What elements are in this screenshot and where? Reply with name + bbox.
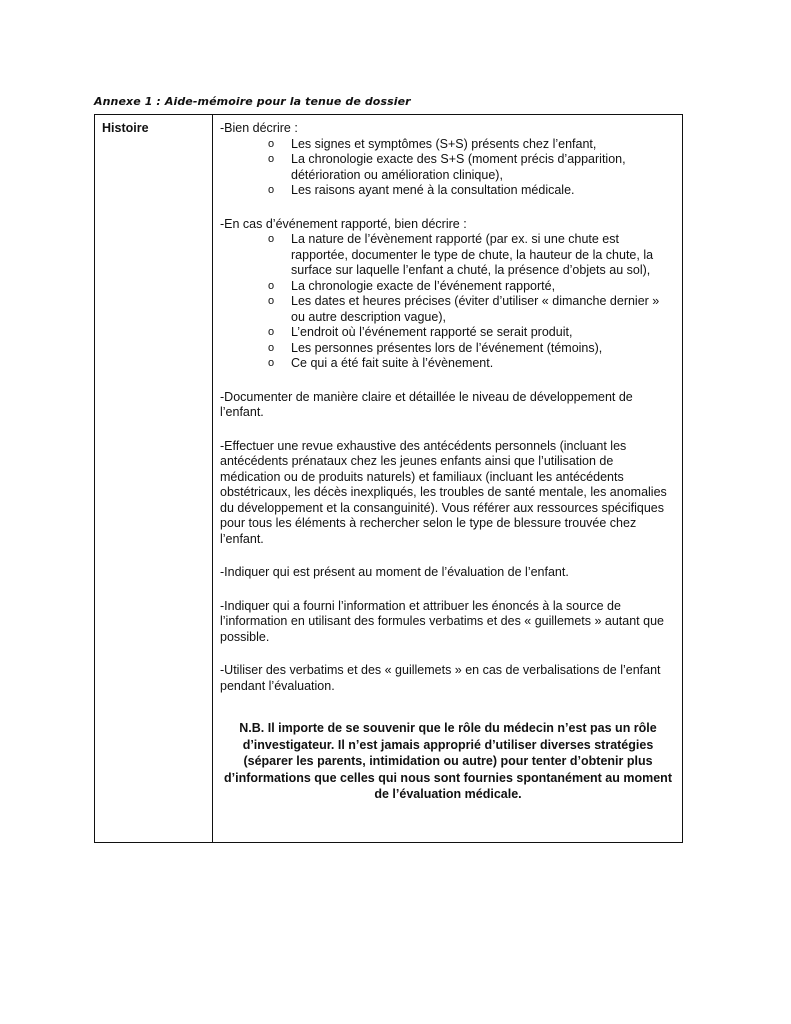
bullet-text: Les raisons ayant mené à la consultation médicale. bbox=[291, 183, 575, 197]
section bbox=[220, 599, 676, 646]
bullet-circle-icon: o bbox=[268, 137, 275, 150]
memo-table bbox=[94, 114, 683, 843]
row-label-cell bbox=[95, 115, 213, 842]
content-cell bbox=[213, 115, 682, 842]
bullet-item bbox=[268, 325, 676, 341]
bullet-item bbox=[268, 356, 676, 372]
section bbox=[220, 565, 676, 581]
bullet-item bbox=[268, 294, 676, 325]
section bbox=[220, 390, 676, 421]
bullet-circle-icon: o bbox=[268, 233, 275, 245]
row-label: Histoire bbox=[102, 121, 149, 135]
bullet-text: Ce qui a été fait suite à l’évènement. bbox=[291, 356, 494, 370]
bullet-text: La nature de l’évènement rapporté (par ex. si une chute est rapportée, documenter le type de chute, la hauteur de la chute, la surface sur laquelle l’enfant a chuté, la présence d’objets au sol), bbox=[291, 232, 654, 277]
bullet-item bbox=[268, 232, 676, 279]
section-text: -En cas d’événement rapporté, bien décrire : bbox=[220, 216, 467, 231]
bullet-text: Les personnes présentes lors de l’événement (témoins), bbox=[291, 340, 603, 355]
bullet-circle-icon: o bbox=[268, 341, 275, 354]
section-text: -Effectuer une revue exhaustive des antécédents personnels (incluant les antécédents prénataux chez les jeunes enfants ainsi que l’utilisation de médication ou de produits naturels) et familiaux (incluant les antécédents obstétricaux, les décès inexpliqués, les troubles de santé mentale, les anomalies du développement et la consanguinité). Vous référer aux ressources spécifiques pour tous les éléments à rechercher selon le type de blessure trouvée chez l’enfant. bbox=[220, 438, 667, 546]
section-text: -Bien décrire : bbox=[220, 121, 298, 135]
bullet-item bbox=[268, 279, 676, 295]
section bbox=[220, 663, 676, 694]
bullet-item bbox=[268, 137, 676, 153]
bullet-list bbox=[220, 137, 676, 199]
section-text: -Indiquer qui est présent au moment de l’évaluation de l’enfant. bbox=[220, 565, 569, 579]
section-text: -Utiliser des verbatims et des « guillemets » en cas de verbalisations de l’enfant pendant l’évaluation. bbox=[220, 663, 661, 693]
bullet-circle-icon: o bbox=[268, 326, 275, 338]
bullet-circle-icon: o bbox=[268, 184, 275, 196]
bullet-list bbox=[220, 232, 676, 372]
bullet-text: Les dates et heures précises (éviter d’utiliser « dimanche dernier » ou autre description vague), bbox=[291, 294, 660, 324]
section bbox=[220, 439, 676, 548]
bullet-item bbox=[268, 152, 676, 183]
bullet-item bbox=[268, 183, 676, 199]
bullet-text: Les signes et symptômes (S+S) présents chez l’enfant, bbox=[291, 136, 597, 151]
bullet-circle-icon: o bbox=[268, 295, 275, 307]
bullet-circle-icon: o bbox=[268, 153, 275, 165]
section-text: -Documenter de manière claire et détaillée le niveau de développement de l’enfant. bbox=[220, 389, 633, 419]
section-list bbox=[220, 121, 676, 694]
bullet-circle-icon: o bbox=[268, 279, 275, 292]
nb-note: N.B. Il importe de se souvenir que le rôle du médecin n’est pas un rôle d’investigateur. Il n’est jamais approprié d’utiliser diverses stratégies (séparer les parents, intimidation ou autre) pour tenter d’obtenir plus d’informations que celles qui nous sont fournies spontanément au moment de l’évaluation médicale. bbox=[224, 721, 672, 801]
bullet-item bbox=[268, 341, 676, 357]
section-text: -Indiquer qui a fourni l’information et attribuer les énoncés à la source de l’information en utilisant des formules verbatims et des « guillemets » autant que possible. bbox=[220, 598, 664, 644]
bullet-text: La chronologie exacte de l’événement rapporté, bbox=[291, 278, 556, 293]
section bbox=[220, 217, 676, 372]
page-title: Annexe 1 : Aide-mémoire pour la tenue de dossier bbox=[94, 95, 411, 108]
bullet-text: L’endroit où l’événement rapporté se serait produit, bbox=[291, 325, 573, 339]
bullet-text: La chronologie exacte des S+S (moment précis d’apparition, détérioration ou amélioration clinique), bbox=[291, 152, 626, 182]
bullet-circle-icon: o bbox=[268, 357, 275, 369]
section bbox=[220, 121, 676, 199]
